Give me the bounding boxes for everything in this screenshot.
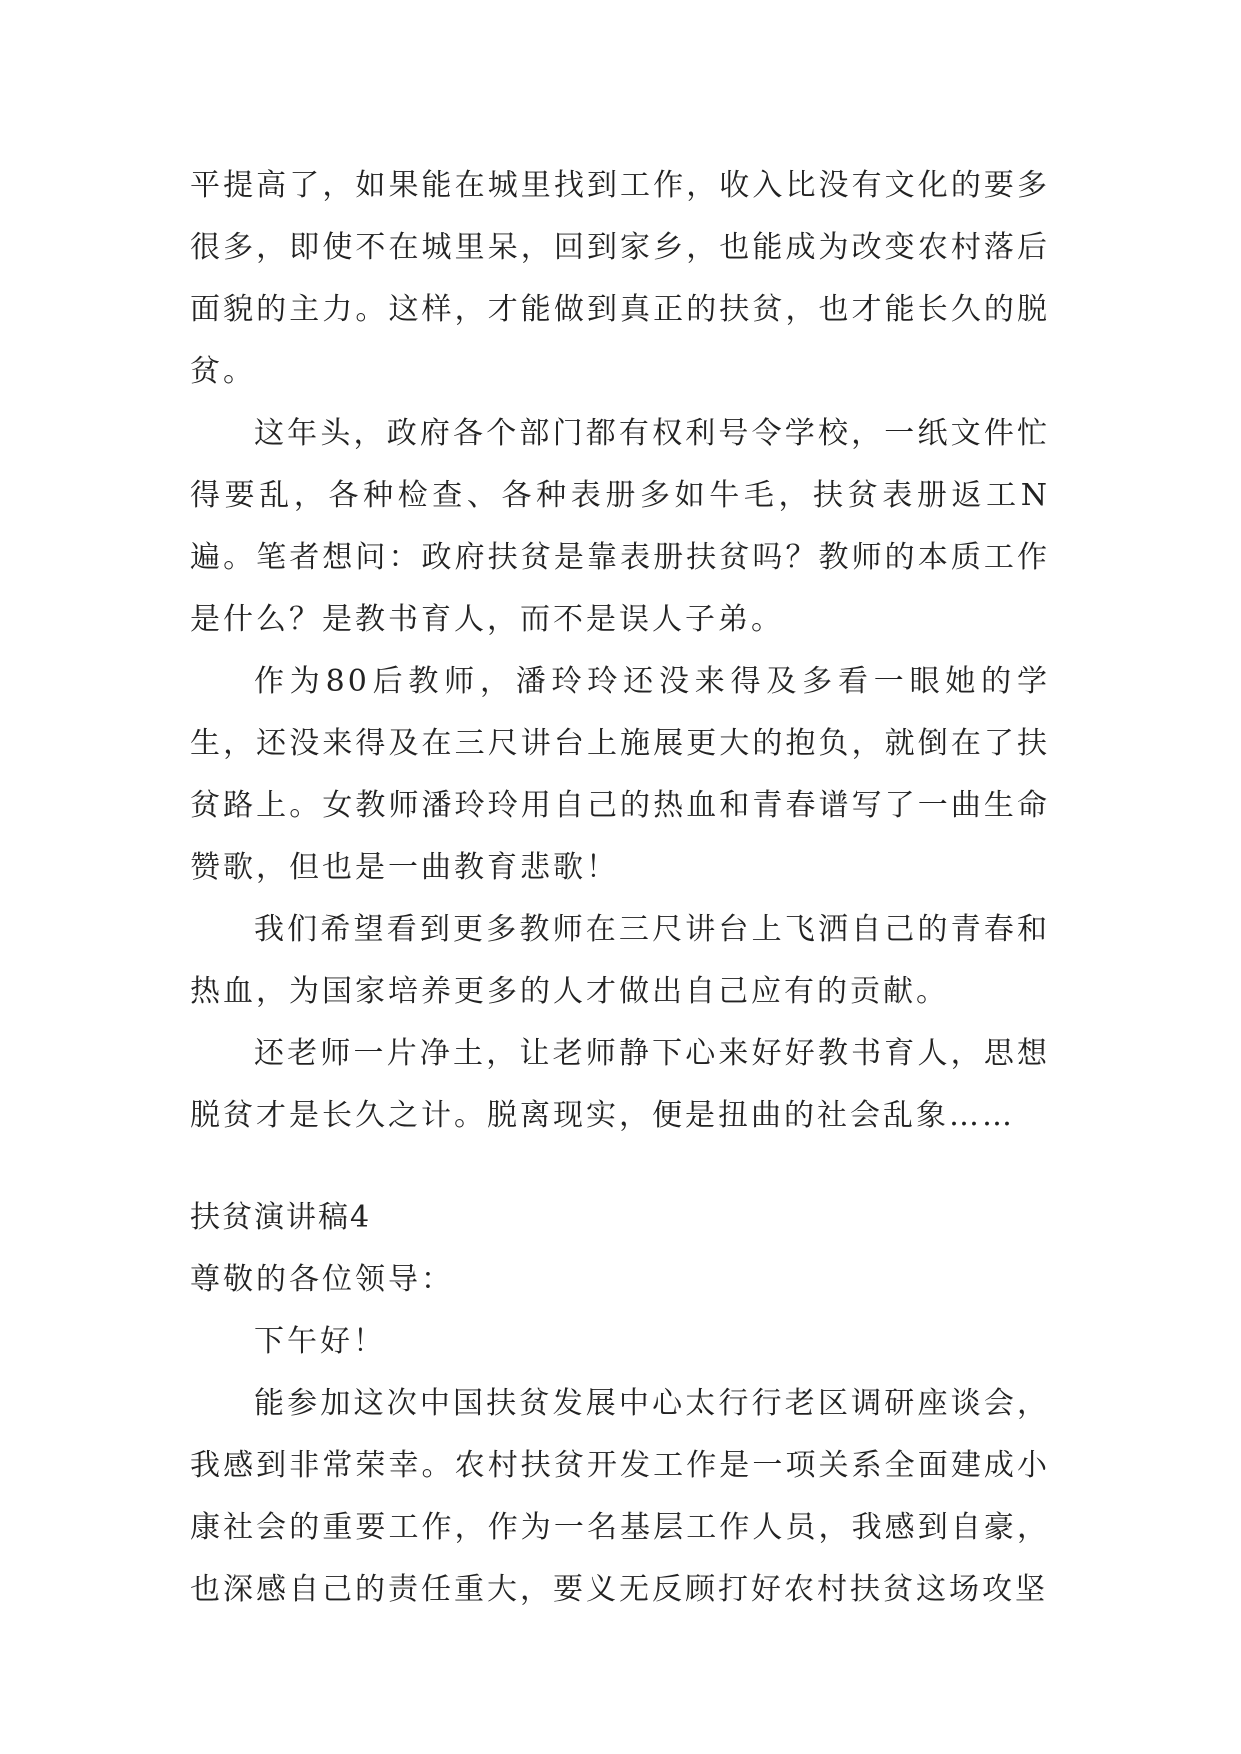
paragraph-speech-opening: 能参加这次中国扶贫发展中心太行行老区调研座谈会，我感到非常荣幸。农村扶贫开发工作是一项关系全面建成小康社会的重要工作，作为一名基层工作人员，我感到自豪，也深感自己的责任重大，要义无反顾打好农村扶贫这场攻坚 [190,1386,1050,1607]
paragraph-teacher-pan: 作为80后教师，潘玲玲还没来得及多看一眼她的学生，还没来得及在三尺讲台上施展更大的抱负，就倒在了扶贫路上。女教师潘玲玲用自己的热血和青春谱写了一曲生命赞歌，但也是一曲教育悲歌！ [190,664,1050,885]
greeting: 下午好！ [254,1324,386,1359]
paragraph-conclusion: 还老师一片净土，让老师静下心来好好教书育人，思想脱贫才是长久之计。脱离现实，便是扭曲的社会乱象…… [190,1036,1050,1133]
salutation: 尊敬的各位领导： [190,1262,454,1297]
paragraph-school-burden: 这年头，政府各个部门都有权利号令学校，一纸文件忙得要乱，各种检查、各种表册多如牛毛，扶贫表册返工N遍。笔者想问：政府扶贫是靠表册扶贫吗？教师的本质工作是什么？是教书育人，而不是误人子弟。 [190,416,1050,637]
paragraph-hope: 我们希望看到更多教师在三尺讲台上飞洒自己的青春和热血，为国家培养更多的人才做出自己应有的贡献。 [190,912,1050,1009]
section-title: 扶贫演讲稿4 [190,1200,372,1235]
document-body [190,155,1050,1621]
paragraph-continuation: 平提高了，如果能在城里找到工作，收入比没有文化的要多很多，即使不在城里呆，回到家乡，也能成为改变农村落后面貌的主力。这样，才能做到真正的扶贫，也才能长久的脱贫。 [190,168,1050,389]
